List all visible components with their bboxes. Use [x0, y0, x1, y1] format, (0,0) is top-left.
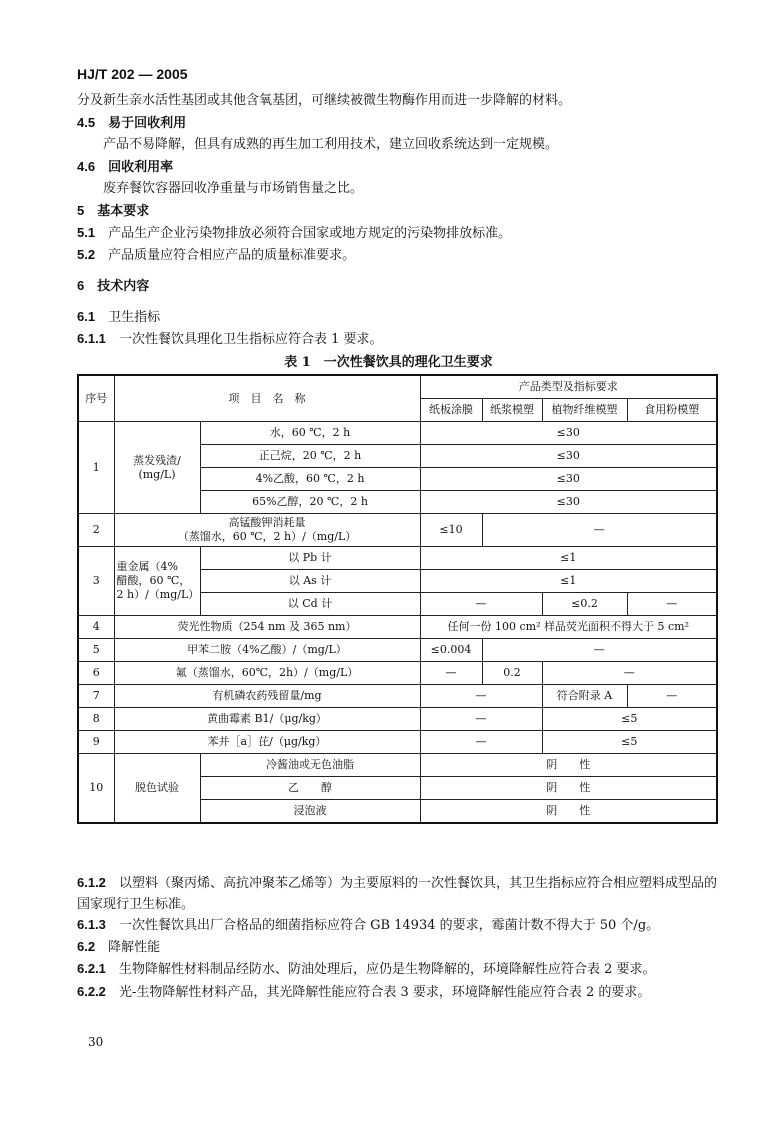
row-group-label: 脱色试验	[114, 754, 200, 824]
row-value: —	[482, 514, 717, 547]
header-type-edible-powder: 食用粉模塑	[627, 399, 717, 422]
section-4-6-heading	[77, 157, 717, 178]
row-value: —	[420, 731, 542, 754]
table-row	[78, 731, 717, 754]
row-item: 乙 醇	[200, 777, 420, 800]
row-item: 有机磷农药残留量/mg	[114, 685, 420, 708]
section-title: 易于回收利用	[108, 116, 187, 131]
row-item: 以 Pb 计	[200, 547, 420, 570]
section-6-2-2	[77, 981, 723, 1003]
section-number: 6.2.1	[77, 961, 106, 976]
hygiene-requirements-table	[77, 374, 718, 824]
table-row	[78, 662, 717, 685]
section-number: 6.2	[77, 939, 96, 954]
row-value: —	[482, 639, 717, 662]
header-type-coated-paperboard: 纸板涂膜	[420, 399, 482, 422]
row-number: 9	[78, 731, 114, 754]
section-6-1-heading	[77, 307, 717, 328]
section-number: 6.2.2	[77, 984, 106, 999]
section-title: 回收利用率	[108, 160, 174, 175]
section-text: 生物降解性材料制品经防水、防油处理后，应仍是生物降解的，环境降解性应符合表 2 要求。	[118, 962, 656, 977]
section-number: 6.1.3	[77, 917, 106, 932]
row-value: ≤30	[420, 468, 717, 491]
header-type-pulp-molded: 纸浆模塑	[482, 399, 542, 422]
section-5-1	[77, 223, 717, 244]
section-6-1-3	[77, 915, 717, 936]
row-item: 65%乙醇，20 ℃，2 h	[200, 491, 420, 514]
table-row	[78, 422, 717, 445]
section-title: 卫生指标	[108, 310, 161, 325]
row-group-label: 蒸发残渣/ (mg/L)	[114, 422, 200, 514]
section-4-5-text: 产品不易降解，但具有成熟的再生加工利用技术，建立回收系统达到一定规模。	[103, 137, 559, 152]
row-item: 以 Cd 计	[200, 593, 420, 616]
row-value: ≤0.004	[420, 639, 482, 662]
table-row	[78, 639, 717, 662]
document-code-header: HJ/T 202 — 2005	[77, 66, 188, 82]
row-item: 荧光性物质（254 nm 及 365 nm）	[114, 616, 420, 639]
section-text: 一次性餐饮具出厂合格品的细菌指标应符合 GB 14934 的要求，霉菌计数不得大于 50 个/g。	[118, 918, 660, 933]
row-item: 冷酱油或无色油脂	[200, 754, 420, 777]
section-5-heading	[77, 201, 717, 222]
row-number: 2	[78, 514, 114, 547]
section-5-2	[77, 245, 717, 266]
row-value: 阴 性	[420, 800, 717, 824]
row-number: 5	[78, 639, 114, 662]
row-number: 3	[78, 547, 114, 616]
section-title: 基本要求	[97, 204, 150, 219]
paragraph-continuation: 分及新生亲水活性基团或其他含氧基团，可继续被微生物酶作用而进一步降解的材料。	[77, 93, 572, 108]
row-number: 4	[78, 616, 114, 639]
section-title: 技术内容	[97, 279, 150, 294]
row-value: —	[627, 685, 717, 708]
row-item: 4%乙酸，60 ℃，2 h	[200, 468, 420, 491]
section-text: 一次性餐饮具理化卫生指标应符合表 1 要求。	[118, 332, 383, 347]
section-number: 6.1.1	[77, 331, 106, 346]
row-value: —	[420, 593, 542, 616]
header-seq-no: 序号	[78, 375, 114, 422]
row-number: 10	[78, 754, 114, 824]
row-item: 浸泡液	[200, 800, 420, 824]
row-value: ≤30	[420, 422, 717, 445]
row-item: 甲苯二胺（4%乙酸）/（mg/L）	[114, 639, 420, 662]
section-text: 产品质量应符合相应产品的质量标准要求。	[108, 248, 356, 263]
row-value: —	[420, 708, 542, 731]
section-number: 4.6	[77, 159, 96, 174]
row-item: 以 As 计	[200, 570, 420, 593]
row-value: 阴 性	[420, 777, 717, 800]
row-item: 水，60 ℃，2 h	[200, 422, 420, 445]
row-value: ≤0.2	[542, 593, 627, 616]
table-row	[78, 754, 717, 777]
section-text: 产品生产企业污染物排放必须符合国家或地方规定的污染物排放标准。	[108, 226, 512, 241]
section-number: 4.5	[77, 115, 96, 130]
header-requirements: 产品类型及指标要求	[420, 375, 717, 399]
table-header-row	[78, 375, 717, 399]
section-number: 5	[77, 203, 85, 218]
section-6-2-1	[77, 959, 717, 980]
row-value: —	[420, 685, 542, 708]
section-number: 5.1	[77, 225, 96, 240]
header-item-name: 项 目 名 称	[114, 375, 420, 422]
row-value: —	[420, 662, 482, 685]
row-value: ≤1	[420, 570, 717, 593]
row-value: ≤5	[542, 708, 717, 731]
row-item: 苯并［a］芘/（μg/kg）	[114, 731, 420, 754]
row-value: 任何一份 100 cm² 样品荧光面积不得大于 5 cm²	[420, 616, 717, 639]
section-6-heading	[77, 276, 717, 297]
row-item: 黄曲霉素 B1/（μg/kg）	[114, 708, 420, 731]
table-title: 表 1 一次性餐饮具的理化卫生要求	[284, 355, 493, 370]
row-item: 氟（蒸馏水，60℃，2h）/（mg/L）	[114, 662, 420, 685]
section-number: 6.1.2	[77, 875, 106, 890]
table-row	[78, 708, 717, 731]
row-value: —	[542, 662, 717, 685]
section-4-6-text: 废弃餐饮容器回收净重量与市场销售量之比。	[103, 181, 364, 196]
row-value: ≤5	[542, 731, 717, 754]
section-number: 6.1	[77, 309, 96, 324]
row-number: 6	[78, 662, 114, 685]
row-item: 正己烷，20 ℃，2 h	[200, 445, 420, 468]
row-value: ≤30	[420, 491, 717, 514]
section-4-5-heading	[77, 113, 717, 134]
row-group-label: 重金属（4% 醋酸，60 ℃， 2 h）/（mg/L）	[114, 547, 200, 616]
section-text: 以塑料（聚丙烯、高抗冲聚苯乙烯等）为主要原料的一次性餐饮具，其卫生指标应符合相应塑料成型品的国家现行卫生标准。	[77, 876, 717, 912]
section-number: 5.2	[77, 247, 96, 262]
section-title: 降解性能	[108, 940, 161, 955]
section-6-2-heading	[77, 937, 717, 958]
row-number: 8	[78, 708, 114, 731]
row-value: 阴 性	[420, 754, 717, 777]
row-item: 高锰酸钾消耗量 （蒸馏水，60 ℃，2 h）/（mg/L）	[114, 514, 420, 547]
row-value: —	[627, 593, 717, 616]
section-6-1-2	[77, 872, 723, 915]
section-6-1-1	[77, 329, 717, 350]
header-type-plant-fiber: 植物纤维模塑	[542, 399, 627, 422]
section-text: 光-生物降解性材料产品，其光降解性能应符合表 3 要求，环境降解性能应符合表 2 的要求。	[118, 985, 651, 1000]
table-row	[78, 616, 717, 639]
row-value: 0.2	[482, 662, 542, 685]
page-number: 30	[88, 1035, 104, 1049]
row-value: 符合附录 A	[542, 685, 627, 708]
row-number: 1	[78, 422, 114, 514]
row-number: 7	[78, 685, 114, 708]
section-number: 6	[77, 278, 85, 293]
row-value: ≤10	[420, 514, 482, 547]
table-row	[78, 547, 717, 570]
table-row	[78, 514, 717, 547]
table-row	[78, 685, 717, 708]
row-value: ≤1	[420, 547, 717, 570]
row-value: ≤30	[420, 445, 717, 468]
